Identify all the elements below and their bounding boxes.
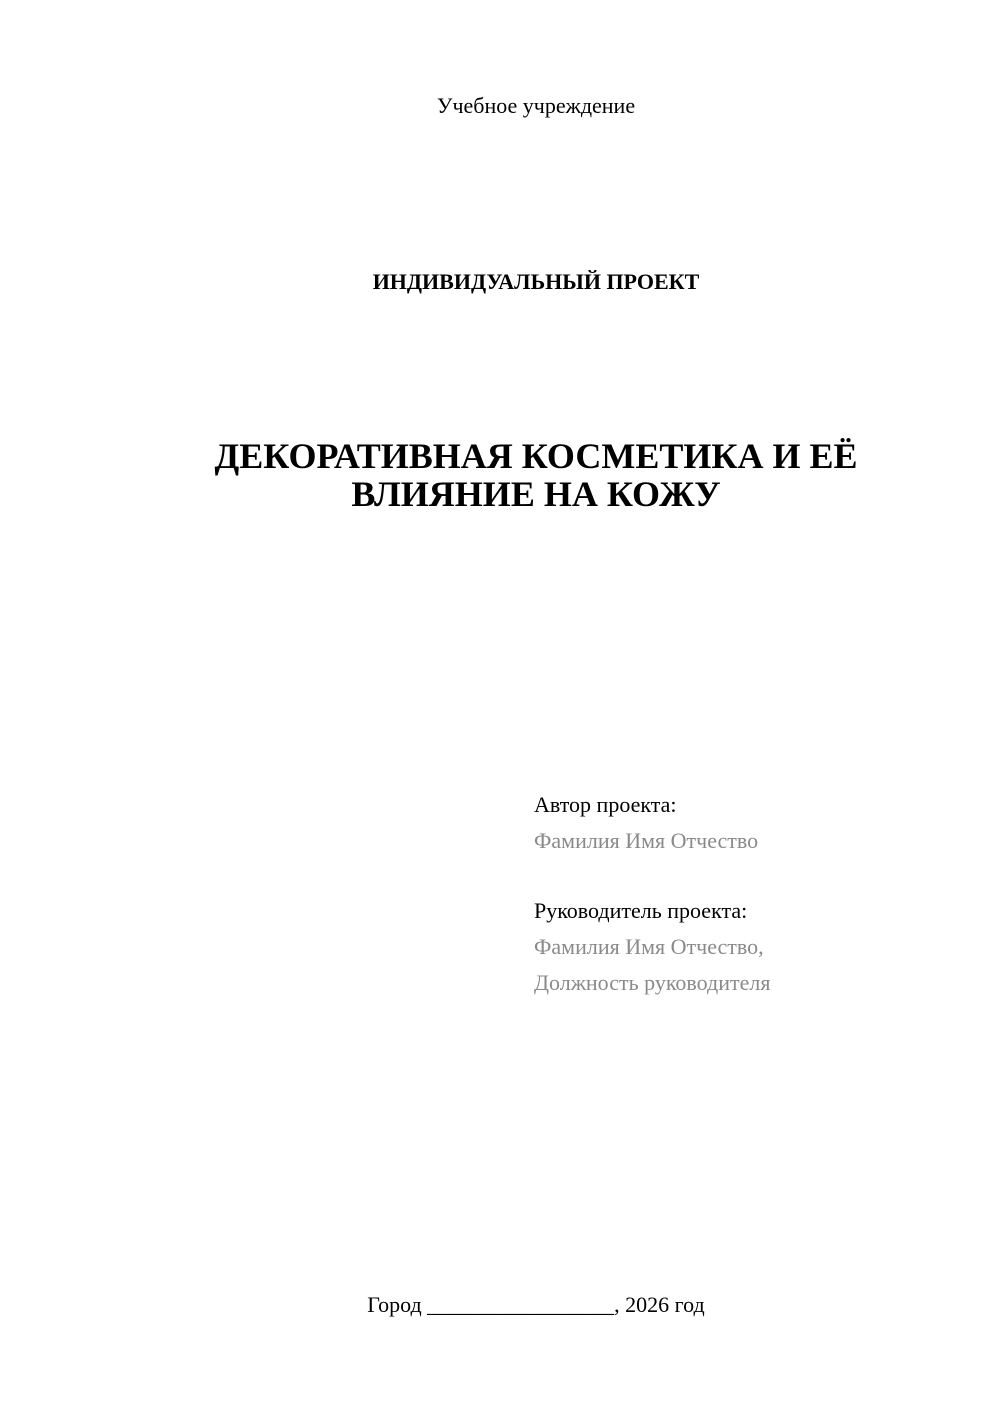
- project-type: ИНДИВИДУАЛЬНЫЙ ПРОЕКТ: [372, 269, 700, 294]
- supervisor-name: Фамилия Имя Отчество,: [534, 934, 764, 959]
- institution-name: Учебное учреждение: [436, 93, 636, 118]
- supervisor-position: Должность руководителя: [534, 970, 771, 995]
- credits-block: [534, 787, 974, 1001]
- author-name: Фамилия Имя Отчество: [534, 828, 759, 853]
- project-title-line-2: ВЛИЯНИЕ НА КОЖУ: [351, 474, 721, 514]
- credits-spacer: [534, 859, 974, 893]
- project-title: [0, 437, 1000, 513]
- supervisor-label: Руководитель проекта:: [534, 898, 748, 923]
- author-label: Автор проекта:: [534, 792, 677, 817]
- city-year-footer: Город _________________, 2026 год: [367, 1292, 705, 1317]
- project-title-line-1: ДЕКОРАТИВНАЯ КОСМЕТИКА И ЕЁ: [214, 436, 858, 476]
